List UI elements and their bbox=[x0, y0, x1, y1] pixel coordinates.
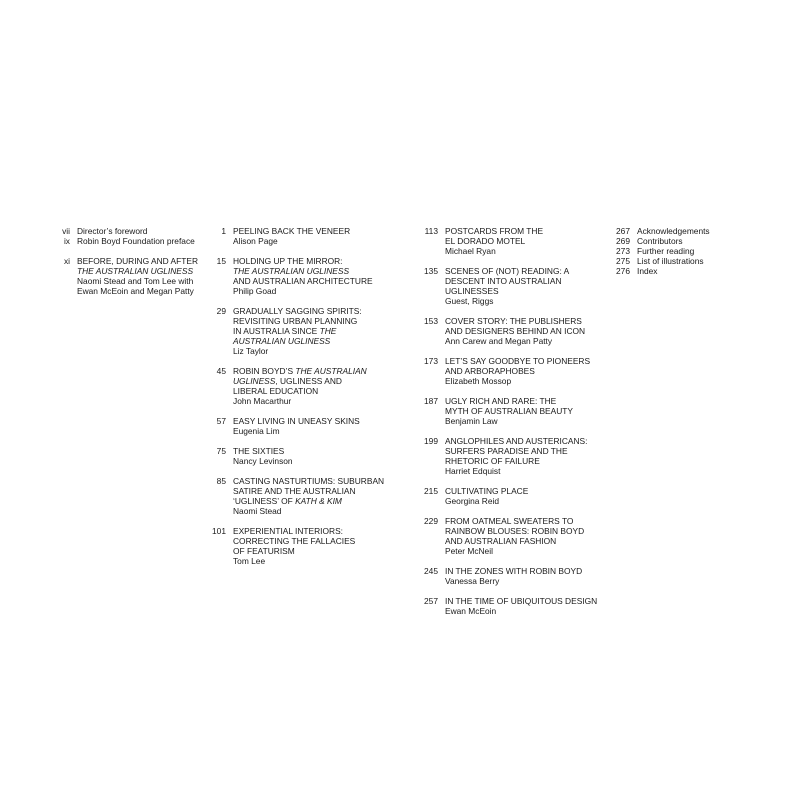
entry-title: CULTIVATING PLACE bbox=[445, 486, 529, 496]
entry-title: Director’s foreword bbox=[77, 226, 148, 236]
page-number: xi bbox=[63, 256, 70, 266]
page-number: 276 bbox=[616, 266, 630, 276]
entry-author: Naomi Stead bbox=[233, 506, 282, 516]
toc-entry bbox=[206, 306, 396, 356]
page-number: vii bbox=[62, 226, 70, 236]
entry-title: HOLDING UP THE MIRROR: bbox=[233, 256, 343, 266]
toc-entry bbox=[412, 396, 607, 426]
toc-entry bbox=[206, 526, 396, 566]
entry-title: FROM OATMEAL SWEATERS TO bbox=[445, 516, 574, 526]
page-number: 101 bbox=[212, 526, 226, 536]
toc-entry bbox=[412, 436, 607, 476]
entry-title: AND AUSTRALIAN FASHION bbox=[445, 536, 557, 546]
toc-entry bbox=[412, 226, 607, 256]
page-number: 187 bbox=[424, 396, 438, 406]
toc-entry bbox=[412, 516, 607, 556]
toc-entry bbox=[412, 486, 607, 506]
entry-title: Acknowledgements bbox=[637, 226, 710, 236]
entry-title: SURFERS PARADISE AND THE bbox=[445, 446, 568, 456]
entry-title: UGLY RICH AND RARE: THE bbox=[445, 396, 557, 406]
entry-author: Ewan McEoin and Megan Patty bbox=[77, 286, 194, 296]
page-number: 215 bbox=[424, 486, 438, 496]
entry-title: DESCENT INTO AUSTRALIAN bbox=[445, 276, 562, 286]
entry-title: OF FEATURISM bbox=[233, 546, 295, 556]
toc-entry bbox=[206, 416, 396, 436]
page-number: 173 bbox=[424, 356, 438, 366]
entry-title: Further reading bbox=[637, 246, 695, 256]
entry-author: Georgina Reid bbox=[445, 496, 500, 506]
entry-title: ROBIN BOYD’S THE AUSTRALIAN bbox=[233, 366, 367, 376]
entry-author: Naomi Stead and Tom Lee with bbox=[77, 276, 194, 286]
entry-title: MYTH OF AUSTRALIAN BEAUTY bbox=[445, 406, 573, 416]
entry-author: Nancy Levinson bbox=[233, 456, 293, 466]
page-number: 229 bbox=[424, 516, 438, 526]
entry-title: AND AUSTRALIAN ARCHITECTURE bbox=[233, 276, 373, 286]
entry-title: EASY LIVING IN UNEASY SKINS bbox=[233, 416, 360, 426]
toc-entry bbox=[206, 476, 396, 516]
entry-title: THE AUSTRALIAN UGLINESS bbox=[233, 266, 350, 276]
entry-author: Eugenia Lim bbox=[233, 426, 280, 436]
toc-column-chapters-b bbox=[412, 226, 607, 626]
toc-entry bbox=[56, 236, 211, 246]
toc-column-front-matter bbox=[56, 226, 211, 296]
entry-title: IN THE TIME OF UBIQUITOUS DESIGN bbox=[445, 596, 598, 606]
page-number: 135 bbox=[424, 266, 438, 276]
toc-entry bbox=[206, 446, 396, 466]
toc-entry bbox=[412, 356, 607, 386]
toc-entry bbox=[606, 236, 756, 246]
page-number: 45 bbox=[216, 366, 226, 376]
toc-entry bbox=[206, 226, 396, 246]
toc-entry bbox=[206, 256, 396, 296]
entry-author: Ann Carew and Megan Patty bbox=[445, 336, 553, 346]
entry-title: UGLINESS, UGLINESS AND bbox=[233, 376, 342, 386]
page-number: 15 bbox=[216, 256, 226, 266]
entry-author: John Macarthur bbox=[233, 396, 292, 406]
entry-title: BEFORE, DURING AND AFTER bbox=[77, 256, 198, 266]
page-number: 275 bbox=[616, 256, 630, 266]
entry-title: IN THE ZONES WITH ROBIN BOYD bbox=[445, 566, 583, 576]
entry-author: Tom Lee bbox=[233, 556, 266, 566]
page-number: 57 bbox=[216, 416, 226, 426]
entry-author: Benjamin Law bbox=[445, 416, 498, 426]
entry-title: SCENES OF (NOT) READING: A bbox=[445, 266, 570, 276]
entry-title: EXPERIENTIAL INTERIORS: bbox=[233, 526, 343, 536]
entry-title: ANGLOPHILES AND AUSTERICANS: bbox=[445, 436, 588, 446]
entry-title: SATIRE AND THE AUSTRALIAN bbox=[233, 486, 356, 496]
toc-entry bbox=[412, 596, 607, 616]
toc-entry bbox=[412, 566, 607, 586]
entry-title: AND ARBORAPHOBES bbox=[445, 366, 535, 376]
entry-author: Guest, Riggs bbox=[445, 296, 494, 306]
page-number: 113 bbox=[424, 226, 438, 236]
toc-entry bbox=[606, 256, 756, 266]
entry-title: THE AUSTRALIAN UGLINESS bbox=[77, 266, 194, 276]
page-number: 269 bbox=[616, 236, 630, 246]
entry-title: EL DORADO MOTEL bbox=[445, 236, 526, 246]
entry-author: Philip Goad bbox=[233, 286, 277, 296]
entry-title: AND DESIGNERS BEHIND AN ICON bbox=[445, 326, 586, 336]
page-number: 1 bbox=[221, 226, 226, 236]
toc-entry bbox=[412, 266, 607, 306]
entry-author: Michael Ryan bbox=[445, 246, 496, 256]
page-number: 153 bbox=[424, 316, 438, 326]
page-number: 267 bbox=[616, 226, 630, 236]
toc-entry bbox=[606, 266, 756, 276]
entry-title: CORRECTING THE FALLACIES bbox=[233, 536, 356, 546]
entry-title: AUSTRALIAN UGLINESS bbox=[233, 336, 331, 346]
entry-author: Ewan McEoin bbox=[445, 606, 497, 616]
entry-title: CASTING NASTURTIUMS: SUBURBAN bbox=[233, 476, 385, 486]
entry-title: LET’S SAY GOODBYE TO PIONEERS bbox=[445, 356, 591, 366]
page-number: 199 bbox=[424, 436, 438, 446]
entry-title: THE SIXTIES bbox=[233, 446, 285, 456]
page-number: 75 bbox=[216, 446, 226, 456]
entry-author: Peter McNeil bbox=[445, 546, 493, 556]
entry-title: LIBERAL EDUCATION bbox=[233, 386, 319, 396]
entry-title: POSTCARDS FROM THE bbox=[445, 226, 544, 236]
toc-entry bbox=[606, 226, 756, 236]
entry-author: Harriet Edquist bbox=[445, 466, 501, 476]
toc-column-back-matter bbox=[606, 226, 756, 276]
entry-title: Robin Boyd Foundation preface bbox=[77, 236, 195, 246]
toc-entry bbox=[56, 226, 211, 236]
entry-title: PEELING BACK THE VENEER bbox=[233, 226, 351, 236]
page-number: 29 bbox=[216, 306, 226, 316]
entry-author: Vanessa Berry bbox=[445, 576, 500, 586]
entry-title: COVER STORY: THE PUBLISHERS bbox=[445, 316, 582, 326]
entry-title: IN AUSTRALIA SINCE THE bbox=[233, 326, 337, 336]
page-number: 85 bbox=[216, 476, 226, 486]
entry-title: UGLINESSES bbox=[445, 286, 499, 296]
page-number: 245 bbox=[424, 566, 438, 576]
entry-title: List of illustrations bbox=[637, 256, 704, 266]
toc-entry bbox=[606, 246, 756, 256]
entry-title: GRADUALLY SAGGING SPIRITS: bbox=[233, 306, 362, 316]
entry-title: RHETORIC OF FAILURE bbox=[445, 456, 540, 466]
entry-title: REVISITING URBAN PLANNING bbox=[233, 316, 358, 326]
toc-column-chapters-a bbox=[206, 226, 396, 576]
toc-entry bbox=[206, 366, 396, 406]
entry-title: Index bbox=[637, 266, 658, 276]
entry-author: Alison Page bbox=[233, 236, 278, 246]
page-number: 273 bbox=[616, 246, 630, 256]
entry-author: Liz Taylor bbox=[233, 346, 269, 356]
entry-title: Contributors bbox=[637, 236, 683, 246]
entry-title: RAINBOW BLOUSES: ROBIN BOYD bbox=[445, 526, 585, 536]
entry-title: ‘UGLINESS’ OF KATH & KIM bbox=[233, 496, 342, 506]
toc-entry bbox=[412, 316, 607, 346]
entry-author: Elizabeth Mossop bbox=[445, 376, 512, 386]
page-number: ix bbox=[63, 236, 70, 246]
page-number: 257 bbox=[424, 596, 438, 606]
toc-entry bbox=[56, 256, 211, 296]
